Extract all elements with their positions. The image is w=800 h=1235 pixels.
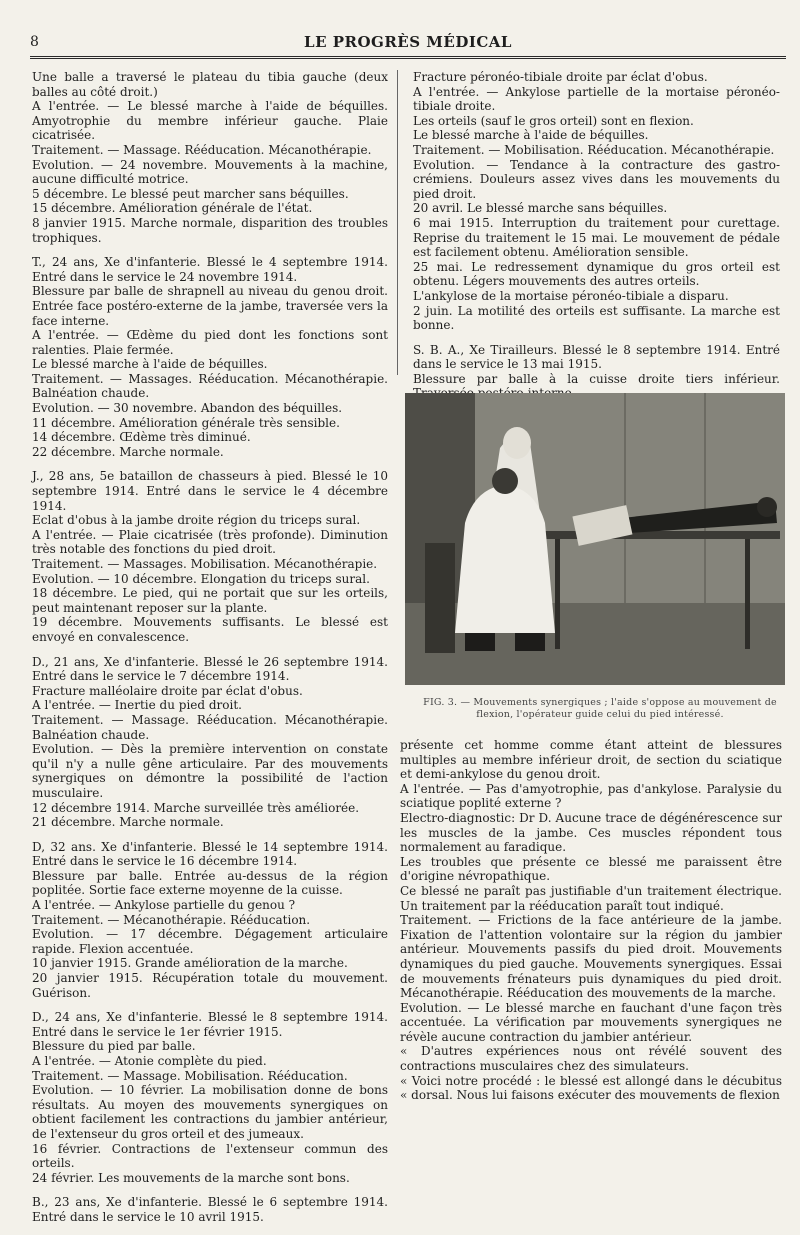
paragraph-line: T., 24 ans, Xe d'infanterie. Blessé le 4 septembre 1914. Entré dans le service le 24 novembre 1914.: [32, 255, 388, 284]
paragraph-line: Traitement. — Massage. Mobilisation. Rééducation.: [32, 1068, 348, 1083]
paragraph-line: Blessure du pied par balle.: [32, 1039, 196, 1054]
paragraph-line: S. B. A., Xe Tirailleurs. Blessé le 8 septembre 1914. Entré dans le service le 13 mai 1915.: [413, 342, 780, 372]
paragraph-line: 15 décembre. Amélioration générale de l'état.: [32, 201, 313, 216]
paragraph-line: A l'entrée. — Pas d'amyotrophie, pas d'ankylose. Paralysie du sciatique poplité externe ?: [400, 781, 782, 811]
paragraph-line: A l'entrée. — Plaie cicatrisée (très profonde). Diminution très notable des fonctions du pied droit.: [32, 527, 388, 557]
paragraph-line: 2 juin. La motilité des orteils est suffisante. La marche est bonne.: [413, 303, 780, 333]
paragraph-line: 16 février. Contractions de l'extenseur commun des orteils.: [32, 1141, 388, 1171]
paragraph-line: 24 février. Les mouvements de la marche sont bons.: [32, 1170, 350, 1185]
paragraph-line: 11 décembre. Amélioration générale très sensible.: [32, 415, 340, 430]
paragraph-line: Eclat d'obus à la jambe droite région du triceps sural.: [32, 513, 361, 528]
paragraph-line: « Voici notre procédé : le blessé est allongé dans le décubitus « dorsal. Nous lui faisons exécuter des mouvements de flexion: [400, 1073, 782, 1103]
paragraph-line: A l'entrée. — Atonie complète du pied.: [32, 1054, 267, 1068]
case-entry: [32, 469, 388, 644]
case-entry: [32, 1195, 388, 1224]
paragraph-line: D, 32 ans. Xe d'infanterie. Blessé le 14 septembre 1914. Entré dans le service le 16 décembre 1914.: [32, 839, 388, 869]
paragraph-line: Une balle a traversé le plateau du tibia gauche (deux balles au côté droit.): [32, 70, 388, 99]
paragraph-line: A l'entrée. — Le blessé marche à l'aide de béquilles. Amyotrophie du membre inférieur gauche. Plaie cicatrisée.: [32, 99, 388, 143]
paragraph-line: A l'entrée. — Œdème du pied dont les fonctions sont ralenties. Plaie fermée.: [32, 328, 388, 357]
case-entry: [400, 738, 782, 1103]
paragraph-line: Blessure par balle. Entrée au-dessus de la région poplitée. Sortie face externe moyenne de la cuisse.: [32, 868, 388, 898]
paragraph-line: 5 décembre. Le blessé peut marcher sans béquilles.: [32, 186, 349, 201]
journal-title: LE PROGRÈS MÉDICAL: [304, 33, 512, 51]
paragraph-line: Fracture malléolaire droite par éclat d'obus.: [32, 683, 303, 698]
right-column-top: [413, 70, 780, 426]
clinic-scene-illustration: [405, 393, 785, 685]
paragraph-line: Traitement. — Frictions de la face antérieure de la jambe. Fixation de l'attention volontaire sur la région du jambier antérieur. Mouvements passifs du pied droit. Mouvements dynamiques du pied gauche. Mouvements synergiques. Essai de mouvements frénateurs puis dynamiques du pied droit. Mécanothérapie. Rééducation des mouvements de la marche.: [400, 913, 782, 1001]
paragraph-line: 20 avril. Le blessé marche sans béquilles.: [413, 201, 668, 216]
case-entry: [32, 255, 388, 459]
paragraph-line: Ce blessé ne paraît pas justifiable d'un traitement électrique. Un traitement par la rééducation paraît tout indiqué.: [400, 883, 782, 913]
paragraph-line: Evolution. — 24 novembre. Mouvements à la machine, aucune difficulté motrice.: [32, 157, 388, 187]
paragraph-line: A l'entrée. — Ankylose partielle du genou ?: [32, 898, 296, 913]
paragraph-line: B., 23 ans, Xe d'infanterie. Blessé le 6 septembre 1914. Entré dans le service le 10 avril 1915.: [32, 1195, 388, 1224]
case-entry: [413, 70, 780, 333]
paragraph-line: D., 24 ans, Xe d'infanterie. Blessé le 8 septembre 1914. Entré dans le service le 1er février 1915.: [32, 1010, 388, 1039]
case-entry: [32, 1010, 388, 1185]
paragraph-line: Evolution. — 30 novembre. Abandon des béquilles.: [32, 401, 343, 416]
paragraph-line: Evolution. — 10 décembre. Elongation du triceps sural.: [32, 571, 370, 586]
paragraph-line: Blessure par balle de shrapnell au niveau du genou droit. Entrée face postéro-externe de la jambe, traversée vers la face interne.: [32, 284, 388, 328]
paragraph-line: Traitement. — Mécanothérapie. Rééducation.: [32, 912, 311, 927]
paragraph-line: D., 21 ans, Xe d'infanterie. Blessé le 26 septembre 1914. Entré dans le service le 7 décembre 1914.: [32, 654, 388, 684]
paragraph-line: 6 mai 1915. Interruption du traitement pour curettage. Reprise du traitement le 15 mai. Le mouvement de pédale est facilement obtenu. Amélioration sensible.: [413, 215, 780, 260]
paragraph-line: Traitement. — Massage. Rééducation. Mécanothérapie. Balnéation chaude.: [32, 712, 388, 742]
figure-photo: [405, 393, 785, 685]
paragraph-line: 19 décembre. Mouvements suffisants. Le blessé est envoyé en convalescence.: [32, 615, 388, 644]
paragraph-line: 14 décembre. Œdème très diminué.: [32, 430, 251, 445]
paragraph-line: 20 janvier 1915. Récupération totale du mouvement. Guérison.: [32, 971, 388, 1000]
paragraph-line: Le blessé marche à l'aide de béquilles.: [413, 128, 649, 143]
paragraph-line: Les orteils (sauf le gros orteil) sont en flexion.: [413, 113, 694, 128]
paragraph-line: Evolution. — Le blessé marche en fauchant d'une façon très accentuée. La vérification par mouvements synergiques ne révèle aucune contraction du jambier antérieur.: [400, 1000, 782, 1044]
paragraph-line: Evolution. — 10 février. La mobilisation donne de bons résultats. Au moyen des mouvements synergiques on obtient facilement les contractions du jambier antérieur, de l'extenseur du gros orteil et des jumeaux.: [32, 1083, 388, 1141]
paragraph-line: Traitement. — Massages. Mobilisation. Mécanothérapie.: [32, 557, 378, 571]
paragraph-line: Les troubles que présente ce blessé me paraissent être d'origine névropathique.: [400, 854, 782, 884]
paragraph-line: Electro-diagnostic: Dr D. Aucune trace de dégénérescence sur les muscles de la jambe. Ces muscles répondent tous normalement au faradique.: [400, 810, 782, 855]
figure-caption: FIG. 3. — Mouvements synergiques ; l'aide s'oppose au mouvement de flexion, l'opérateur guide celui du pied intéressé.: [423, 697, 777, 720]
paragraph-line: 21 décembre. Marche normale.: [32, 815, 224, 830]
paragraph-line: A l'entrée. — Ankylose partielle de la mortaise péronéo-tibiale droite.: [413, 84, 780, 114]
page-header: [30, 30, 786, 59]
left-column: [32, 70, 388, 1235]
paragraph-line: 8 janvier 1915. Marche normale, disparition des troubles trophiques.: [32, 215, 388, 245]
paragraph-line: 10 janvier 1915. Grande amélioration de la marche.: [32, 956, 348, 971]
paragraph-line: Le blessé marche à l'aide de béquilles.: [32, 357, 268, 372]
paragraph-line: L'ankylose de la mortaise péronéo-tibiale a disparu.: [413, 288, 729, 303]
paragraph-line: présente cet homme comme étant atteint de blessures multiples au membre inférieur droit, de section du sciatique et demi-ankylose du genou droit.: [400, 738, 782, 782]
case-entry: [32, 655, 388, 830]
paragraph-line: Blessure par balle à la cuisse droite tiers inférieur.: [413, 371, 780, 386]
right-column-bottom: [400, 738, 782, 1113]
paragraph-line: J., 28 ans, 5e bataillon de chasseurs à pied. Blessé le 10 septembre 1914. Entré dans le service le 4 décembre 1914.: [32, 469, 388, 513]
page-number: 8: [30, 34, 39, 50]
paragraph-line: Traitement. — Massage. Rééducation. Mécanothérapie.: [32, 142, 372, 157]
paragraph-line: 22 décembre. Marche normale.: [32, 444, 224, 459]
paragraph-line: Evolution. — Dès la première intervention on constate qu'il n'y a nulle gêne articulaire. Par des mouvements synergiques on démontre la possibilité de l'action musculaire.: [32, 742, 388, 800]
paragraph-line: Fracture péronéo-tibiale droite par éclat d'obus.: [413, 70, 708, 84]
paragraph-line: Evolution. — Tendance à la contracture des gastro-crémiens. Douleurs assez vives dans les mouvements du pied droit.: [413, 157, 780, 201]
paragraph-line: Traitement. — Mobilisation. Rééducation. Mécanothérapie.: [413, 142, 775, 157]
paragraph-line: 18 décembre. Le pied, qui ne portait que sur les orteils, peut maintenant reposer sur la plante.: [32, 586, 388, 615]
paragraph-line: Traitement. — Massages. Rééducation. Mécanothérapie. Balnéation chaude.: [32, 371, 388, 401]
paragraph-line: 12 décembre 1914. Marche surveillée très améliorée.: [32, 800, 360, 815]
paragraph-line: 25 mai. Le redressement dynamique du gros orteil est obtenu. Légers mouvements des autres orteils.: [413, 259, 780, 289]
case-entry: [32, 70, 388, 245]
paragraph-line: Evolution. — 17 décembre. Dégagement articulaire rapide. Flexion accentuée.: [32, 927, 388, 956]
column-rule: [397, 70, 398, 375]
case-entry: [32, 840, 388, 1001]
paragraph-line: A l'entrée. — Inertie du pied droit.: [32, 698, 242, 713]
paragraph-line: « D'autres expériences nous ont révélé souvent des contractions musculaires chez des simulateurs.: [400, 1044, 782, 1074]
